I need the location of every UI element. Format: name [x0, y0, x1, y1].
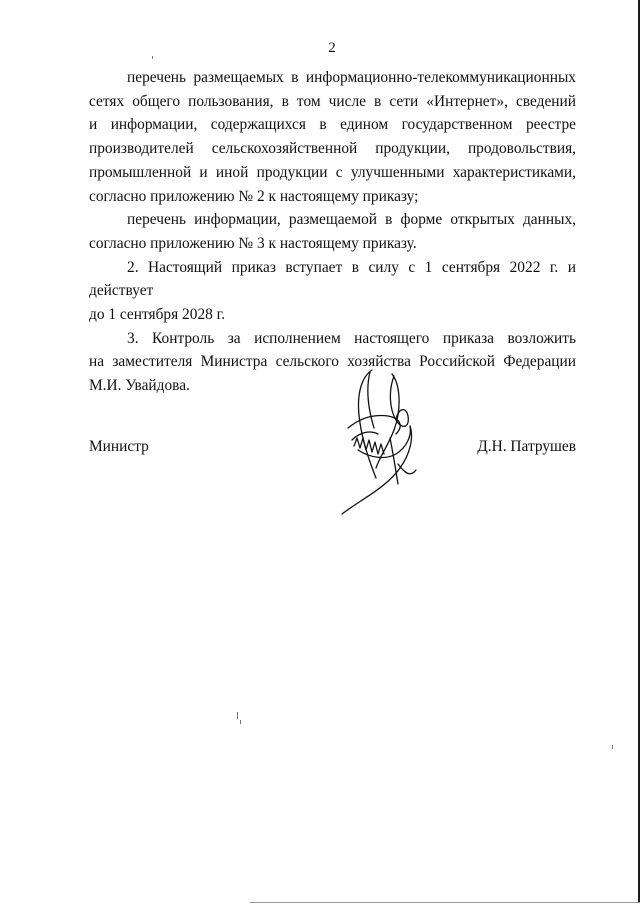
text-line: согласно приложению № 2 к настоящему приказу;	[89, 187, 419, 205]
signatory-role: Министр	[89, 438, 149, 455]
paragraph-effective-date	[89, 256, 576, 327]
document-body	[89, 66, 576, 398]
scan-speck	[240, 720, 241, 724]
text-line: и информации, содержащихся в едином государственном реестре	[89, 116, 576, 134]
text-line: производителей сельскохозяйственной продукции, продовольствия,	[89, 140, 576, 158]
text-line: сетях общего пользования, в том числе в сети «Интернет», сведений	[89, 92, 576, 110]
text-line: на заместителя Министра сельского хозяйства Российской Федерации	[89, 353, 576, 371]
paragraph-list-item-2	[89, 208, 576, 255]
text-line: перечень размещаемых в информационно-телекоммуникационных	[127, 69, 576, 86]
text-line: перечень информации, размещаемой в форме открытых данных,	[127, 211, 576, 229]
handwritten-signature-icon	[330, 368, 440, 518]
scan-speck	[152, 56, 153, 59]
text-line: 2. Настоящий приказ вступает в силу с 1 сентября 2022 г. и действует	[89, 258, 576, 300]
text-line: промышленной и иной продукции с улучшенными характеристиками,	[89, 163, 576, 181]
text-line: 3. Контроль за исполнением настоящего приказа возложить	[127, 329, 576, 347]
paragraph-list-item-1	[89, 66, 576, 208]
page-number: 2	[328, 40, 336, 56]
scan-speck	[612, 745, 613, 749]
scan-speck	[237, 712, 238, 719]
page-bottom-edge	[250, 902, 640, 903]
text-line: М.И. Увайдова.	[89, 377, 190, 395]
signatory-name: Д.Н. Патрушев	[477, 438, 576, 455]
text-line: до 1 сентября 2028 г.	[89, 306, 226, 324]
text-line: согласно приложению № 3 к настоящему приказу.	[89, 234, 417, 252]
